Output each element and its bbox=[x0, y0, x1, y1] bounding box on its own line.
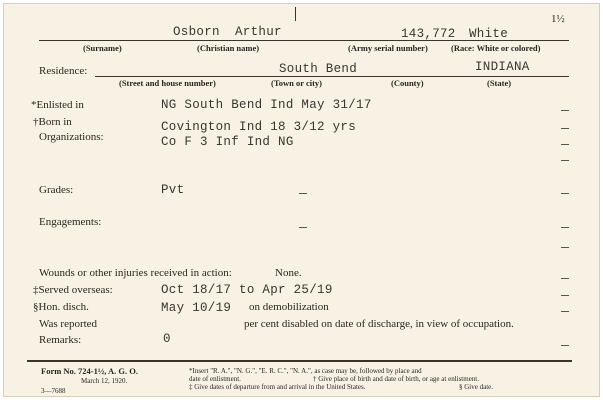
serial-caption: (Army serial number) bbox=[348, 43, 428, 53]
dash bbox=[561, 128, 569, 129]
footnote-4: § Give date. bbox=[459, 383, 494, 391]
enlisted-value: NG South Bend Ind May 31/17 bbox=[161, 98, 372, 112]
christian-name-value: Arthur bbox=[235, 25, 282, 39]
serial-number-value: 143,772 bbox=[401, 27, 456, 41]
dash bbox=[561, 247, 569, 248]
form-code: 3—7688 bbox=[41, 387, 66, 395]
discharge-value: May 10/19 bbox=[161, 301, 232, 315]
reported-value: 0 bbox=[163, 332, 171, 346]
dash bbox=[561, 160, 569, 161]
form-number: Form No. 724-1½, A. G. O. bbox=[41, 366, 139, 376]
engagements-label: Engagements: bbox=[39, 216, 102, 228]
remarks-label: Remarks: bbox=[39, 334, 82, 346]
dash bbox=[561, 110, 569, 111]
enlisted-label: *Enlisted in bbox=[31, 99, 84, 111]
wounds-label: Wounds or other injuries received in action: bbox=[39, 267, 232, 279]
dash bbox=[561, 144, 569, 145]
overseas-label: ‡Served overseas: bbox=[33, 284, 113, 296]
dash bbox=[561, 345, 569, 346]
state-value: INDIANA bbox=[475, 60, 530, 74]
dash bbox=[299, 193, 307, 194]
reported-label: Was reported bbox=[39, 318, 98, 330]
dash bbox=[561, 193, 569, 194]
dash bbox=[561, 295, 569, 296]
dash bbox=[561, 311, 569, 312]
footnote-2: † Give place of birth and date of birth, or age at enlistment. bbox=[313, 375, 480, 383]
tick-mark bbox=[295, 7, 296, 21]
header-line bbox=[39, 40, 569, 41]
residence-line bbox=[95, 76, 569, 77]
discharge-label: §Hon. disch. bbox=[33, 301, 89, 313]
discharge-suffix: on demobilization bbox=[249, 301, 329, 313]
town-caption: (Town or city) bbox=[271, 78, 322, 88]
christian-name-caption: (Christian name) bbox=[197, 43, 260, 53]
footnote-1: *Insert "R. A.", "N. G.", "E. R. C.", "N. A.", as case may be, followed by place and bbox=[189, 367, 422, 375]
born-value: Covington Ind 18 3/12 yrs bbox=[161, 120, 357, 134]
grades-label: Grades: bbox=[39, 184, 74, 196]
wounds-value: None. bbox=[275, 267, 302, 279]
surname-caption: (Surname) bbox=[83, 43, 122, 53]
dash bbox=[561, 227, 569, 228]
service-record-card bbox=[3, 3, 600, 397]
street-caption: (Street and house number) bbox=[119, 78, 216, 88]
grades-value: Pvt bbox=[161, 183, 185, 197]
dash bbox=[299, 227, 307, 228]
race-value: White bbox=[469, 27, 509, 41]
county-caption: (County) bbox=[391, 78, 424, 88]
surname-value: Osborn bbox=[173, 25, 220, 39]
overseas-value: Oct 18/17 to Apr 25/19 bbox=[161, 283, 333, 297]
footnote-1b: date of enlistment. bbox=[189, 375, 241, 383]
reported-suffix: per cent disabled on date of discharge, in view of occupation. bbox=[244, 318, 514, 330]
organizations-label: Organizations: bbox=[39, 131, 104, 143]
state-caption: (State) bbox=[487, 78, 512, 88]
form-date: March 12, 1920. bbox=[81, 377, 128, 385]
dash bbox=[561, 278, 569, 279]
footnote-3: ‡ Give dates of departure from and arrival in the United States. bbox=[189, 383, 366, 391]
born-label: †Born in bbox=[33, 116, 72, 128]
corner-mark: 1½ bbox=[551, 13, 565, 25]
footer-rule bbox=[27, 360, 572, 362]
organizations-value: Co F 3 Inf Ind NG bbox=[161, 135, 294, 149]
residence-label: Residence: bbox=[39, 65, 88, 77]
town-value: South Bend bbox=[279, 62, 358, 76]
race-caption: (Race: White or colored) bbox=[451, 43, 541, 53]
